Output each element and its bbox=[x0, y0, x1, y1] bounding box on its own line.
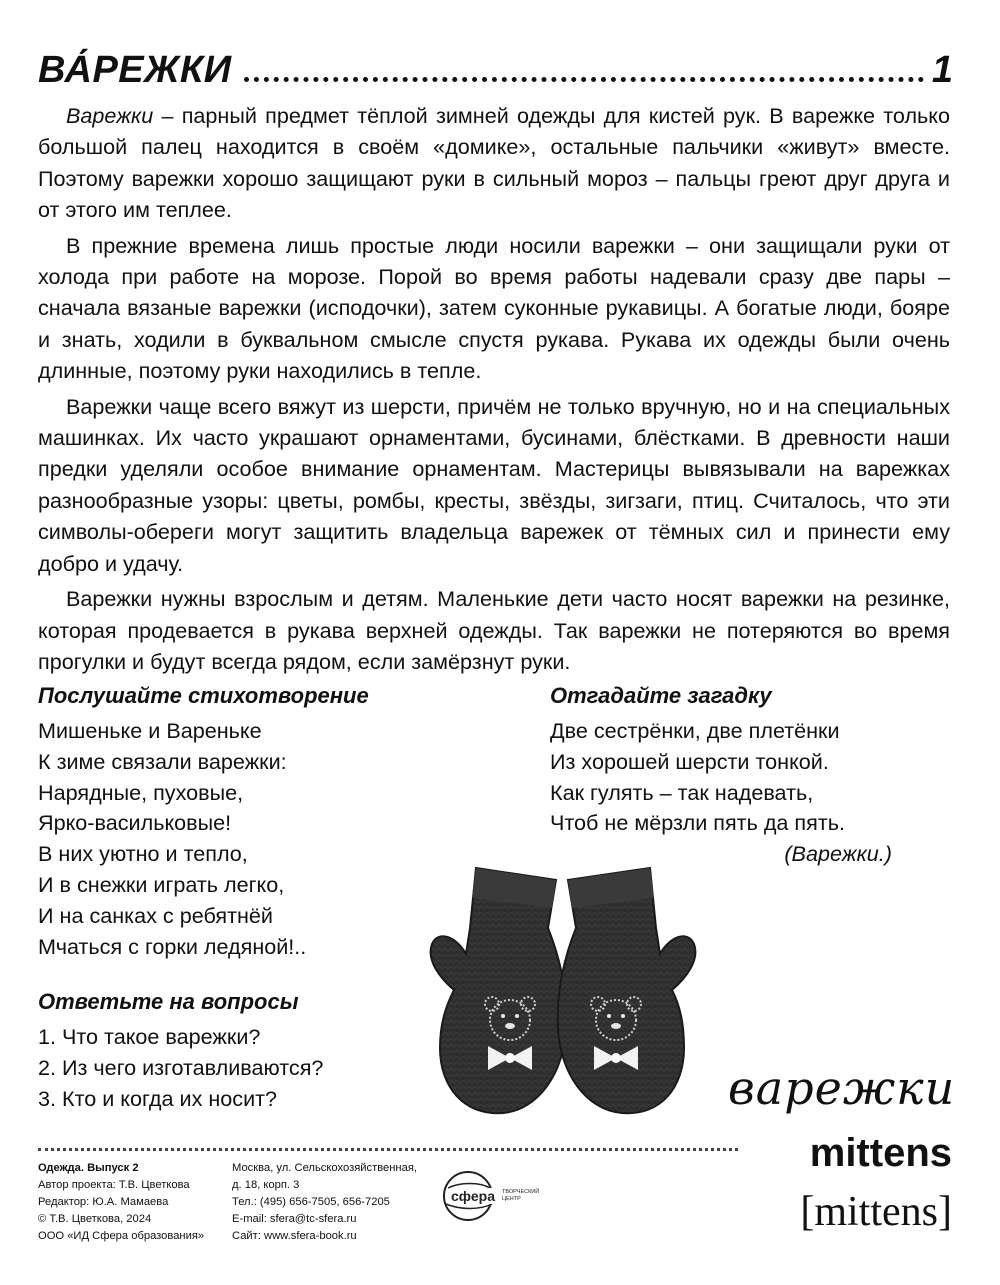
footer-line: ООО «ИД Сфера образования» bbox=[38, 1230, 205, 1242]
title-dot-leader bbox=[244, 77, 924, 82]
logo-subtext: ТВОРЧЕСКИЙ bbox=[502, 1189, 540, 1195]
footer-contacts bbox=[232, 1160, 442, 1245]
article-paragraph-4: Варежки нужны взрослым и детям. Маленькие дети часто носят варежки на резинке, которая продевается в рукава верхней одежды. Так варежки не потеряются во время прогулки и будут всегда рядом, если замёрзнут руки. bbox=[38, 586, 950, 674]
footer-address: д. 18, корп. 3 bbox=[232, 1179, 300, 1191]
riddle-line: Чтоб не мёрзли пять да пять. bbox=[550, 810, 845, 836]
riddle-line: Из хорошей шерсти тонкой. bbox=[550, 748, 829, 774]
footer-line: Редактор: Ю.А. Мамаева bbox=[38, 1196, 169, 1208]
riddle-heading: Отгадайте загадку bbox=[550, 683, 772, 708]
question-item: 1. Что такое варежки? bbox=[38, 1024, 261, 1049]
footer-phone: Тел.: (495) 656-7505, 656-7205 bbox=[232, 1196, 390, 1208]
poem-line: Мчаться с горки ледяной!.. bbox=[38, 933, 307, 959]
poem-line: К зиме связали варежки: bbox=[38, 748, 287, 774]
footer-line: © Т.В. Цветкова, 2024 bbox=[38, 1213, 152, 1225]
page-number: 1 bbox=[931, 49, 953, 91]
article-text bbox=[38, 100, 950, 681]
poem-line: И в снежки играть легко, bbox=[38, 871, 285, 897]
publisher-logo bbox=[440, 1170, 580, 1222]
riddle-line: Две сестрёнки, две плетёнки bbox=[550, 718, 840, 743]
poem-heading: Послушайте стихотворение bbox=[38, 683, 369, 708]
left-mitten bbox=[431, 868, 567, 1113]
poem-line: Ярко-васильковые! bbox=[38, 810, 232, 836]
questions-section bbox=[38, 988, 438, 1114]
title-row bbox=[38, 40, 953, 92]
poem-line: Нарядные, пуховые, bbox=[38, 779, 244, 805]
question-item: 2. Из чего изготавливаются? bbox=[38, 1054, 324, 1080]
riddle-section bbox=[550, 682, 950, 870]
footer-divider bbox=[38, 1148, 738, 1151]
logo-text: сфера bbox=[451, 1188, 495, 1204]
questions-heading: Ответьте на вопросы bbox=[38, 989, 299, 1014]
footer-website: Сайт: www.sfera-book.ru bbox=[232, 1230, 357, 1242]
script-word: варежки bbox=[728, 1061, 956, 1115]
footer-series-title: Одежда. Выпуск 2 bbox=[38, 1162, 139, 1174]
logo-subtext: ЦЕНТР bbox=[502, 1196, 521, 1202]
poem-section bbox=[38, 682, 458, 962]
footer-imprint bbox=[38, 1160, 228, 1245]
footer-email: E-mail: sfera@tc-sfera.ru bbox=[232, 1213, 357, 1225]
article-paragraph-1-rest: – парный предмет тёплой зимней одежды для кистей рук. В варежке только большой палец находится в своём «домике», остальные пальчики «живут» вместе. Поэтому варежки хорошо защищают руки в сильный мороз – пальцы греют друг друга и от этого им теплее. bbox=[38, 103, 950, 223]
riddle-answer: (Варежки.) bbox=[784, 841, 892, 867]
article-paragraph-3: Варежки чаще всего вяжут из шерсти, причём не только вручную, но и на специальных машинках. Их часто украшают орнаментами, бусинами, блёстками. В древности наши предки уделяли особое внимание орнаментам. Мастерицы вывязывали на варежках разнообразные узоры: цветы, ромбы, кресты, звёзды, зигзаги, птиц. Считалось, что эти символы-обереги могут защитить владельца варежек от тёмных сил и принести ему добро и удачу. bbox=[38, 393, 950, 576]
question-item: 3. Кто и когда их носит? bbox=[38, 1085, 278, 1111]
mittens-illustration bbox=[418, 858, 703, 1120]
riddle-line: Как гулять – так надевать, bbox=[550, 779, 814, 805]
article-paragraph-2: В прежние времена лишь простые люди носили варежки – они защищали руки от холода при работе на морозе. Порой во время работы надевали сразу две пары – сначала вязаные варежки (исподочки), затем суконные рукавицы. А богатые люди, бояре и знать, ходили в буквальном смысле спустя рукава. Рукава их одежды были очень длинные, поэтому руки находились в тепле. bbox=[38, 232, 950, 384]
poem-line: И на санках с ребятнёй bbox=[38, 902, 273, 928]
questions-list bbox=[38, 1022, 438, 1114]
footer-address: Москва, ул. Сельскохозяйственная, bbox=[232, 1162, 418, 1174]
page-title: ВА́РЕЖКИ bbox=[38, 49, 232, 91]
poem-line: Мишеньке и Вареньке bbox=[38, 718, 262, 743]
term-highlight: Варежки bbox=[66, 103, 154, 128]
article-paragraph-1 bbox=[38, 100, 950, 226]
transcription: [mittens] bbox=[800, 1189, 952, 1235]
english-word: mittens bbox=[809, 1131, 952, 1175]
footer-line: Автор проекта: Т.В. Цветкова bbox=[38, 1179, 190, 1191]
right-mitten bbox=[558, 868, 696, 1113]
poem-line: В них уютно и тепло, bbox=[38, 841, 248, 867]
